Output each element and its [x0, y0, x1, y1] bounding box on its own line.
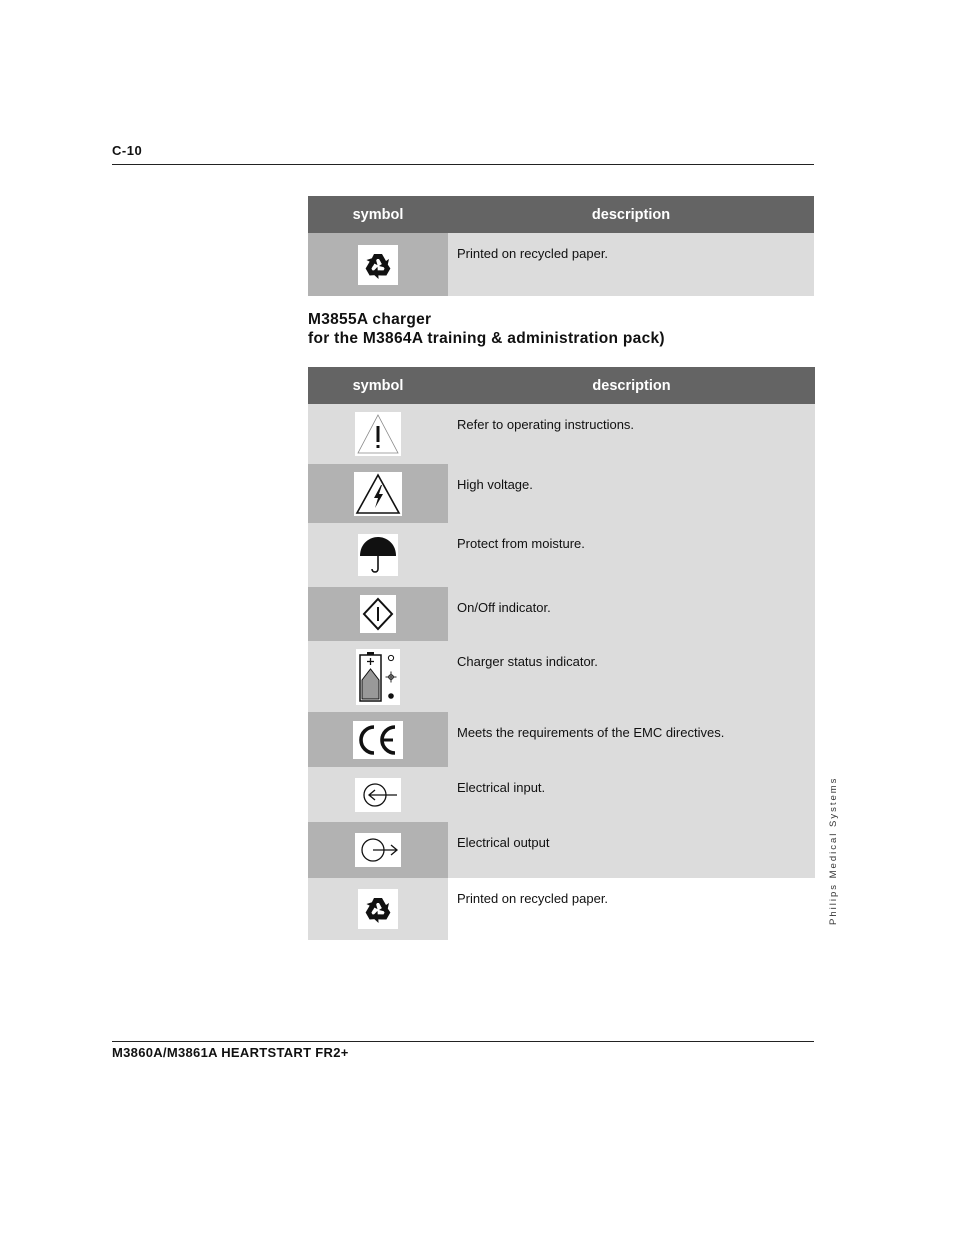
table-row: [308, 523, 815, 587]
table-row: [308, 822, 815, 878]
description-cell: Refer to operating instructions.: [448, 404, 815, 464]
table-header-row: [308, 367, 815, 404]
description-cell: On/Off indicator.: [448, 587, 815, 641]
symbol-cell: [308, 822, 448, 878]
symbol-cell: [308, 712, 448, 767]
symbol-cell: [308, 641, 448, 712]
column-header-description: description: [448, 196, 814, 233]
description-cell: Electrical input.: [448, 767, 815, 822]
description-cell: Meets the requirements of the EMC directives.: [448, 712, 815, 767]
table-row: [308, 404, 815, 464]
column-header-symbol: symbol: [308, 367, 448, 404]
section-title: [308, 310, 665, 348]
table-header-row: [308, 196, 814, 233]
symbol-cell: [308, 523, 448, 587]
description-cell: Electrical output: [448, 822, 815, 878]
section-title-line1: M3855A charger: [308, 311, 432, 328]
footer-rule: [112, 1041, 814, 1042]
recycle-icon: [358, 245, 398, 285]
symbol-cell: [308, 233, 448, 296]
symbol-cell: [308, 464, 448, 523]
table-row: [308, 233, 814, 296]
electrical-output-icon: [355, 833, 401, 867]
table-row: [308, 641, 815, 712]
umbrella-icon: [358, 534, 398, 576]
table-row: [308, 712, 815, 767]
high-voltage-icon: [354, 472, 402, 516]
table-row: [308, 878, 815, 940]
symbol-cell: [308, 404, 448, 464]
description-cell: High voltage.: [448, 464, 815, 523]
description-cell: Protect from moisture.: [448, 523, 815, 587]
company-vertical-text: Philips Medical Systems: [828, 776, 839, 925]
recycle-icon: [358, 889, 398, 929]
symbols-table-1: [308, 196, 814, 296]
page-number: C-10: [112, 143, 143, 158]
description-cell: Printed on recycled paper.: [448, 878, 815, 940]
table-row: [308, 587, 815, 641]
warning-triangle-icon: [355, 412, 401, 456]
description-cell: Printed on recycled paper.: [448, 233, 814, 296]
table-row: [308, 464, 815, 523]
column-header-symbol: symbol: [308, 196, 448, 233]
table-row: [308, 767, 815, 822]
on-off-icon: [360, 595, 396, 633]
column-header-description: description: [448, 367, 815, 404]
symbol-cell: [308, 767, 448, 822]
symbol-cell: [308, 587, 448, 641]
symbols-table-2: [308, 367, 815, 940]
description-cell: Charger status indicator.: [448, 641, 815, 712]
header-rule: [112, 164, 814, 165]
footer-product-name: M3860A/M3861A HEARTSTART FR2+: [112, 1045, 349, 1060]
battery-charger-icon: [356, 649, 400, 705]
section-title-line2: for the M3864A training & administration pack): [308, 330, 665, 347]
electrical-input-icon: [355, 778, 401, 812]
ce-mark-icon: [353, 721, 403, 759]
symbol-cell: [308, 878, 448, 940]
